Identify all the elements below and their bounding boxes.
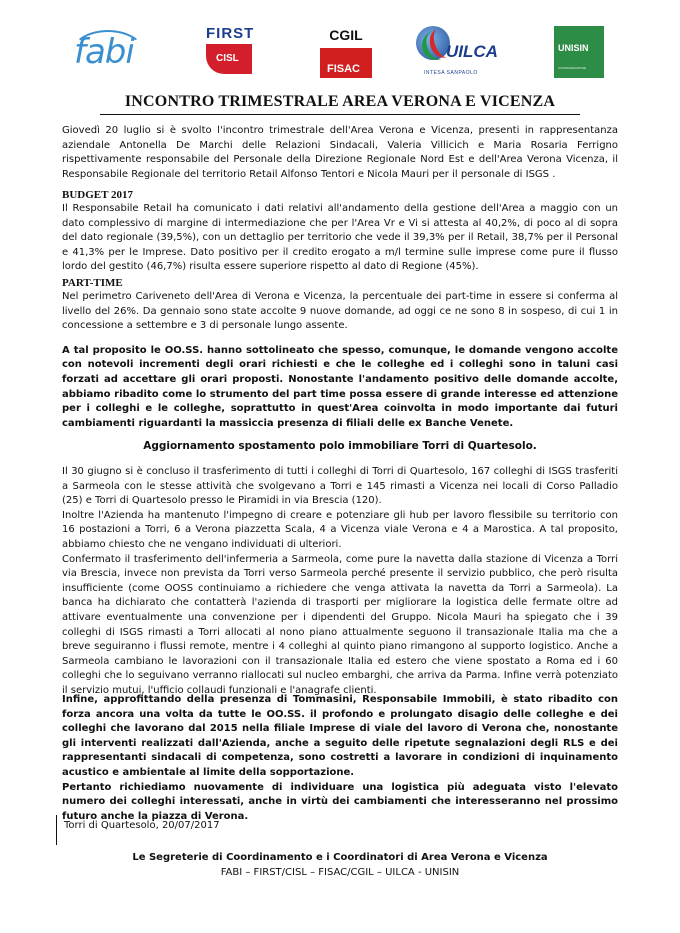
globe-icon <box>416 26 450 60</box>
first-logo-text: FIRST <box>206 25 255 42</box>
fabi-logo-arc <box>70 30 146 80</box>
fabi-logo <box>74 32 134 72</box>
union-logos <box>0 26 680 82</box>
parttime-bold-paragraph: A tal proposito le OO.SS. hanno sottolineato che spesso, comunque, le domande vengono accolte con notevoli incrementi degli orari richiesti e che le colleghe ed i colleghi sono in taluni casi forzati ad accettare gli orari proposti. Nonostante l'andamento positivo delle domande accolte, abbiamo ribadito come lo strumento del part time possa essere di grande interesse ed attenzione per i colleghi e le colleghe, soprattutto in quest'Area coinvolta in modo importante dai futuri cambiamenti riguardanti la massiccia presenza di filiali delle ex Banche Venete. <box>62 344 618 429</box>
cisl-flag-icon <box>206 44 252 74</box>
torri-section <box>62 465 618 699</box>
unisin-logo <box>554 26 604 78</box>
parttime-heading: PART-TIME <box>62 277 123 289</box>
uilca-logo-text: UILCA <box>446 42 498 61</box>
torri-heading: Aggiornamento spostamento polo immobiliare Torri di Quartesolo. <box>143 440 537 452</box>
parttime-section <box>62 276 618 431</box>
uilca-logo <box>416 26 498 86</box>
unions-list: FABI – FIRST/CISL – FISAC/CGIL – UILCA - UNISIN <box>220 867 460 878</box>
title-underline <box>100 114 580 115</box>
dateline: Torri di Quartesolo, 20/07/2017 <box>64 820 220 831</box>
first-cisl-logo <box>206 26 266 82</box>
budget-section <box>62 188 618 275</box>
margin-bar <box>56 815 57 845</box>
unisin-logo-subtext: CONFEDERAZIONE <box>558 66 587 70</box>
intro-section <box>62 124 618 182</box>
page-title: INCONTRO TRIMESTRALE AREA VERONA E VICENZA <box>124 93 556 110</box>
cgil-fisac-logo <box>320 26 372 82</box>
intro-paragraph: Giovedì 20 luglio si è svolto l'incontro trimestrale dell'Area Verona e Vicenza, presenti in rappresentanza aziendale Antonella De Marchi delle Relazioni Sindacali, Valeria Villicich e Maria Rosaria Ferrigno rispettivamente responsabile del Personale della Direzione Regionale Nord Est e dell'Area Verona Vicenza, il Responsabile Regionale del territorio Retail Alfonso Tentori e Nicola Mauri per il personale di ISGS . <box>62 125 618 180</box>
torri-paragraph-1: Il 30 giugno si è concluso il trasferimento di tutti i colleghi di Torri di Quartesolo, 167 colleghi di ISGS trasferiti a Sarmeola con le stesse attività che svolgevano a Torri e 145 rimasti a Vicenza nei locali di Corso Palladio (25) e Torri di Quartesolo presso le Piramidi in via Brescia (120). <box>62 466 618 507</box>
unisin-logo-text: UNISIN <box>558 43 589 53</box>
fisac-box-icon <box>320 48 372 78</box>
closing-paragraph-2: Pertanto richiediamo nuovamente di individuare una logistica più adeguata visto l'elevato numero dei colleghi interessati, anche in virtù dei cambiamenti che interesseranno nel prossimo futuro anche la piazza di Verona. <box>62 781 618 822</box>
budget-heading: BUDGET 2017 <box>62 189 134 201</box>
cisl-logo-text: CISL <box>216 53 239 64</box>
closing-section <box>62 693 618 824</box>
fabi-logo-text: fabi <box>74 32 134 72</box>
torri-paragraph-3: Confermato il trasferimento dell'infermeria a Sarmeola, come pure la navetta dalla stazione di Vicenza a Torri via Brescia, invece non prevista da Torri verso Sarmeola perché presente il servizio pubblico, che però risulta insufficiente (come OOSS continuiamo a richiedere che venga attivata la navetta da Torri a Sarmeola). La banca ha dichiarato che contatterà l'azienda di trasporti per migliorare la logistica delle fermate oltre ad attivare eventualmente una convenzione per i dipendenti del Gruppo. Nicola Mauri ha spiegato che i 39 colleghi di ISGS rimasti a Torri allocati al nono piano attualmente seguono il transazionale Italia ma che a breve seguiranno i flussi remote, mentre i 4 colleghi al quinto piano rimangono al supporto logistico. Anche a Sarmeola cambiano le lavorazioni con il transazionale Italia ed estero che viene spostato a Roma ed i 60 colleghi che lo seguivano verranno riallocati sul nucleo embarghi, che arriva da Parma. Infine verrà potenziato il servizio mutui, l'ufficio collaudi funzionali e l'anagrafe clienti. <box>62 553 618 696</box>
fisac-logo-text: FISAC <box>327 63 360 75</box>
budget-paragraph: Il Responsabile Retail ha comunicato i dati relativi all'andamento della gestione dell'Area a maggio con un dato complessivo di margine di intermediazione che per l'Area Vr e Vi si attesta al 40,2%, di poco al di sopra del dato regionale (39,5%), con un dettaglio per territorio che vede il 39,3% per il Retail, 38,7% per il Personal e 41,3% per le Imprese. Dato positivo per il credito erogato a m/l termine sulle imprese come pure il flusso lordo del gestito (46,7%) risulta essere superiore rispetto al dato di Regione (45%). <box>62 203 618 273</box>
closing-paragraph-1: Infine, approfittando della presenza di Tommasini, Responsabile Immobili, è stato ribadito con forza ancora una volta da tutte le OO.SS. il profondo e prolungato disagio delle colleghe e dei colleghi che lavorano dal 2015 nella filiale Imprese di viale del lavoro di Verona che, nonostante gli interventi realizzati dall'Azienda, anche a seguito delle ripetute segnalazioni degli RLS e dei rappresentanti sindacali di competenza, sono costretti a lavorare in condizioni di inquinamento acustico e ambientale al limite della sopportazione. <box>62 694 618 778</box>
cgil-logo-text: CGIL <box>329 27 363 43</box>
parttime-paragraph: Nel perimetro Cariveneto dell'Area di Verona e Vicenza, la percentuale dei part-time in essere si conferma al livello del 26%. Da gennaio sono state accolte 9 nuove domande, ad oggi ce ne sono 8 in sospeso, di cui 1 in concessione a settembre e 3 di personale lungo assente. <box>62 291 618 332</box>
signature: Le Segreterie di Coordinamento e i Coordinatori di Area Verona e Vicenza <box>132 852 548 863</box>
torri-paragraph-2: Inoltre l'Azienda ha mantenuto l'impegno di creare e potenziare gli hub per lavoro flessibile su territorio con 16 postazioni a Torri, 6 a Verona piazzetta Scala, 4 a Vicenza viale Verona e 4 a Marostica. A tal proposito, abbiamo chiesto che ne vengano individuati di ulteriori. <box>62 509 618 550</box>
uilca-logo-subtext: INTESA SANPAOLO <box>424 70 478 76</box>
